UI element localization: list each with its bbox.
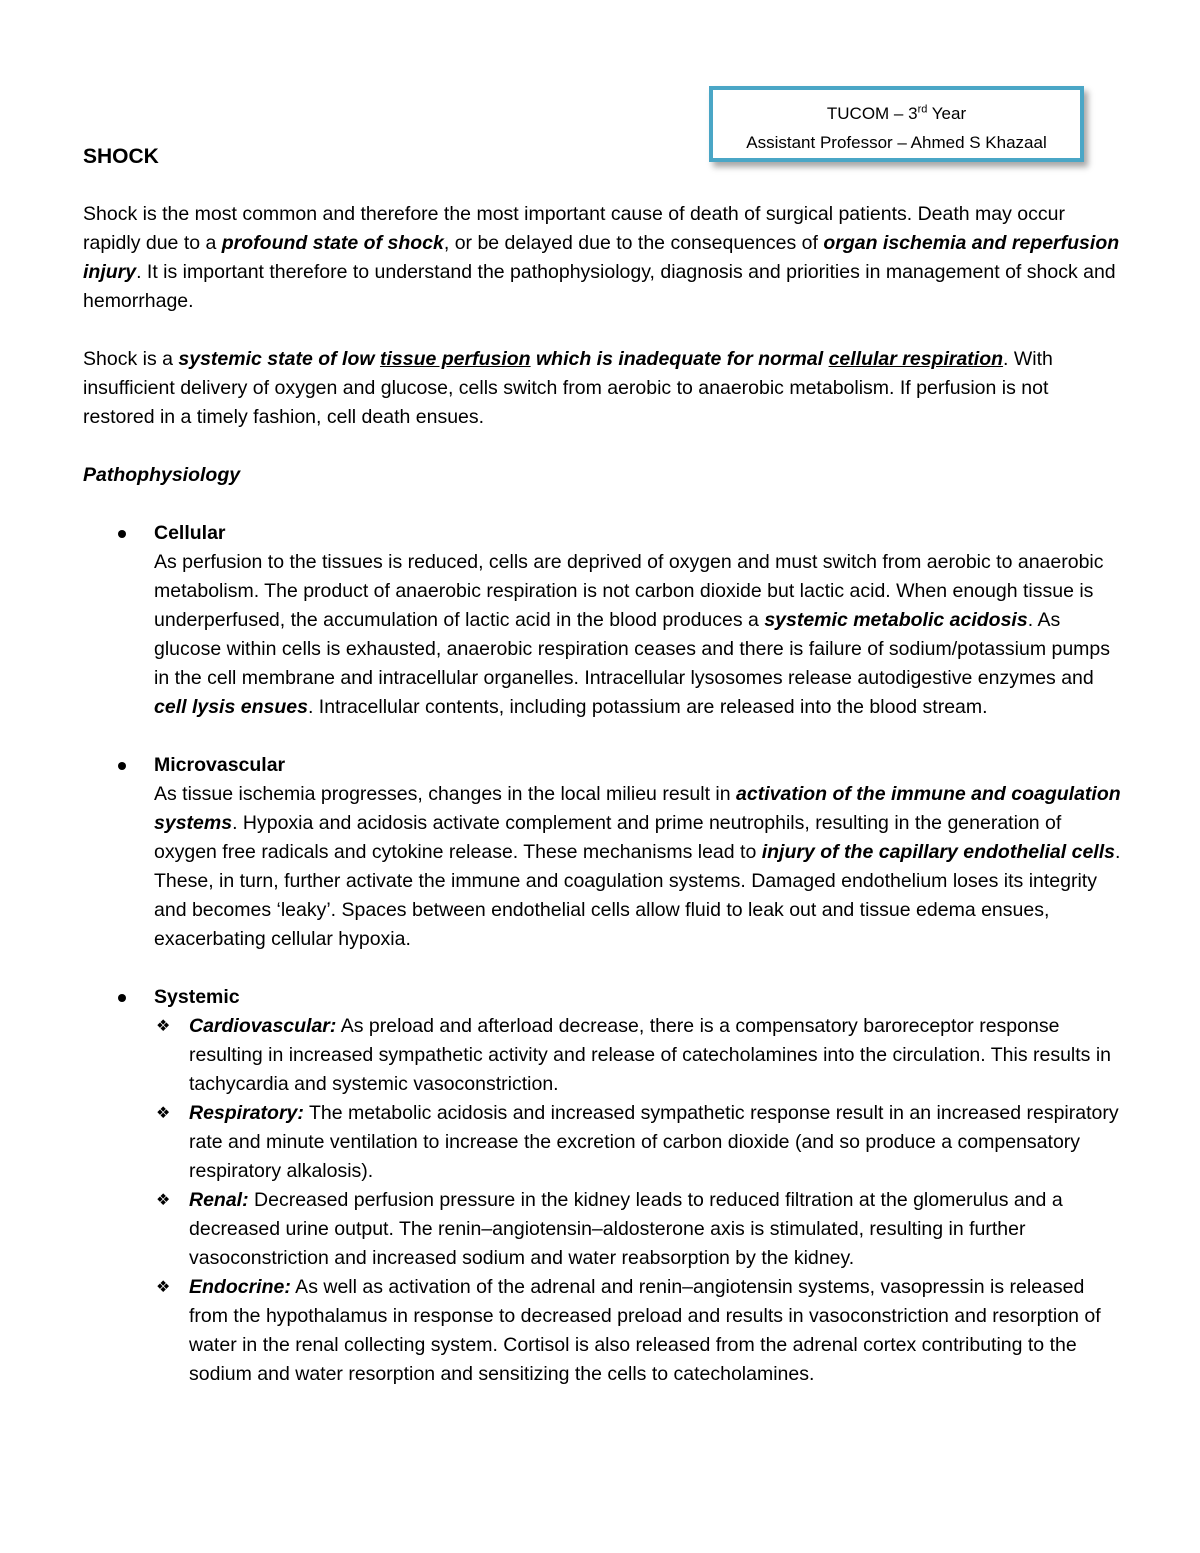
header-line-1: TUCOM – 3rd Year bbox=[826, 103, 967, 123]
intro-paragraph-1: Shock is the most common and therefore the most important cause of death of surgical patients. Death may occur rapidly due to a profound state of shock, or be delayed due to the consequences of organ ischemia and reperfusion injury. It is important therefore to understand the pathophysiology, diagnosis and priorities in management of shock and hemorrhage. bbox=[83, 203, 1120, 312]
document-title: SHOCK bbox=[83, 145, 159, 168]
document-body bbox=[83, 140, 1123, 1418]
bullet-systemic bbox=[83, 983, 1123, 1389]
sub-item-cardiovascular: ❖ Cardiovascular: As preload and afterload decrease, there is a compensatory baroreceptor response resulting in increased sympathetic activity and release of catecholamines into the circulation. This results in tachycardia and systemic vasoconstriction. bbox=[154, 1012, 1123, 1099]
section-heading-pathophysiology: Pathophysiology bbox=[83, 464, 241, 486]
bullet-title-microvascular: Microvascular bbox=[154, 754, 286, 776]
bullet-dot-icon bbox=[118, 994, 126, 1002]
bullet-title-cellular: Cellular bbox=[154, 522, 226, 544]
bullet-body-cellular: As perfusion to the tissues is reduced, cells are deprived of oxygen and must switch from aerobic to anaerobic metabolism. The product of anaerobic respiration is not carbon dioxide but lactic acid. When enough tissue is underperfused, the accumulation of lactic acid in the blood produces a systemic metabolic acidosis. As glucose within cells is exhausted, anaerobic respiration ceases and there is failure of sodium/potassium pumps in the cell membrane and intracellular organelles. Intracellular lysosomes release autodigestive enzymes and cell lysis ensues. Intracellular contents, including potassium are released into the blood stream. bbox=[154, 551, 1111, 718]
four-diamond-icon: ❖ bbox=[156, 1279, 171, 1296]
bullet-body-microvascular: As tissue ischemia progresses, changes in the local milieu result in activation of the immune and coagulation systems. Hypoxia and acidosis activate complement and prime neutrophils, resulting in the generation of oxygen free radicals and cytokine release. These mechanisms lead to injury of the capillary endothelial cells. These, in turn, further activate the immune and coagulation systems. Damaged endothelium loses its integrity and becomes ‘leaky’. Spaces between endothelial cells allow fluid to leak out and tissue edema ensues, exacerbating cellular hypoxia. bbox=[154, 783, 1121, 950]
sub-item-endocrine: ❖ Endocrine: As well as activation of the adrenal and renin–angiotensin systems, vasopressin is released from the hypothalamus in response to decreased preload and results in vasoconstriction and resorption of water in the renal collecting system. Cortisol is also released from the adrenal cortex contributing to the sodium and water resorption and sensitizing the cells to catecholamines. bbox=[154, 1273, 1123, 1389]
four-diamond-icon: ❖ bbox=[156, 1192, 171, 1209]
bullet-dot-icon bbox=[118, 530, 126, 538]
bullet-microvascular bbox=[83, 751, 1123, 954]
intro-paragraph-2: Shock is a systemic state of low tissue perfusion which is inadequate for normal cellular respiration. With insufficient delivery of oxygen and glucose, cells switch from aerobic to anaerobic metabolism. If perfusion is not restored in a timely fashion, cell death ensues. bbox=[83, 348, 1053, 428]
bullet-dot-icon bbox=[118, 762, 126, 770]
header-line-2: Assistant Professor – Ahmed S Khazaal bbox=[746, 133, 1047, 152]
four-diamond-icon: ❖ bbox=[156, 1105, 171, 1122]
sub-item-respiratory: ❖ Respiratory: The metabolic acidosis and increased sympathetic response result in an increased respiratory rate and minute ventilation to increase the excretion of carbon dioxide (and so produce a compensatory respiratory alkalosis). bbox=[154, 1099, 1123, 1186]
sub-item-renal: ❖ Renal: Decreased perfusion pressure in the kidney leads to reduced filtration at the glomerulus and a decreased urine output. The renin–angiotensin–aldosterone axis is stimulated, resulting in further vasoconstriction and increased sodium and water reabsorption by the kidney. bbox=[154, 1186, 1123, 1273]
bullet-title-systemic: Systemic bbox=[154, 986, 240, 1008]
four-diamond-icon: ❖ bbox=[156, 1018, 171, 1035]
bullet-cellular bbox=[83, 519, 1123, 722]
